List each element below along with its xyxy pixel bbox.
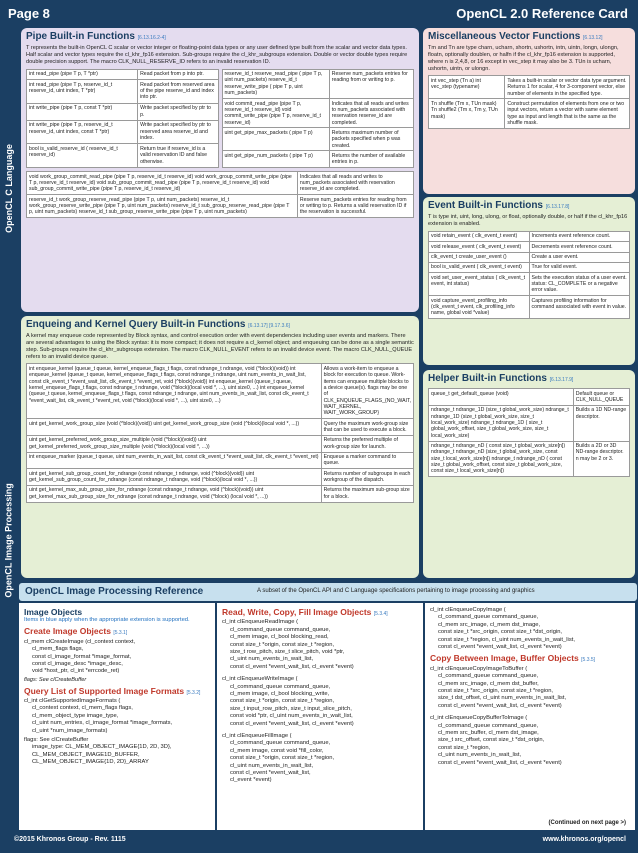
code-line: const size_t *origin, const size_t *region,	[230, 755, 335, 762]
code-line: CL_MEM_OBJECT_IMAGE1D_BUFFER,	[32, 751, 140, 758]
table-row	[429, 231, 630, 241]
helper-section	[423, 370, 635, 578]
function-description: Returns maximum number of packets specified when p was created.	[329, 128, 413, 151]
pipe-table-left	[26, 69, 219, 168]
event-section	[423, 197, 635, 365]
table-row	[27, 435, 414, 452]
function-signature: int enqueue_kernel (queue_t queue, kernel_enqueue_flags_t flags, const ndrange_t ndrange, void (^block)(void)) int enqueue_kernel (queue_t queue, kernel_enqueue_flags_t flags, const ndrange_t ndrange, uint num_events_in_wait_list, const clk_event_t *event_wait_list, clk_event_t *event_ret, void (^block)(void)) int enqueue_kernel (queue_t queue, kernel_enqueue_flags_t flags, const ndrange_t ndrange, void (^block)(local void *, ...), uint size0, ...) int enqueue_kernel (queue_t queue, kernel_enqueue_flags_t flags, const ndrange_t ndrange, uint num_events_in_wait_list, const clk_event_t *event_wait_list, clk_event_t *event_ret, void (^block)(local void *, ...), uint size0, ...)	[27, 364, 322, 419]
code-line: cl_int clGetSupportedImageFormats (	[24, 697, 121, 704]
function-description: Enqueue a marker command to queue.	[321, 452, 413, 469]
code-line: const cl_image_desc *image_desc,	[32, 661, 123, 667]
table-row	[27, 469, 414, 486]
table-row	[429, 389, 630, 406]
function-signature: uint get_pipe_max_packets ( pipe T p)	[222, 128, 329, 151]
pipe-table-wide	[26, 171, 414, 218]
write-image-code	[222, 676, 418, 728]
function-description: True for valid event.	[529, 262, 630, 272]
code-line: size_t dst_offset, cl_uint num_events_in_wait_list,	[438, 695, 567, 702]
card-title: OpenCL 2.0 Reference Card	[456, 6, 628, 21]
code-line: cl_uint num_events_in_wait_list,	[230, 762, 314, 769]
code-line: cl_uint num_events_in_wait_list,	[438, 752, 522, 759]
code-line: cl_uint *num_image_formats)	[32, 727, 108, 734]
code-line: const size_t *region, cl_uint num_events_in_wait_list,	[438, 636, 575, 643]
code-line: cl_mem clCreateImage (cl_context context,	[24, 638, 136, 645]
code-line: cl_command_queue command_queue,	[438, 614, 539, 621]
extension-note: Items in blue apply when the appropriate extension is supported.	[24, 617, 190, 624]
function-signature: uint get_kernel_preferred_work_group_size_multiple (void (^block)(void)) uint get_kernel_preferred_work_group_size_multiple (void (^block)(local void *, ...))	[27, 435, 322, 452]
column-image-objects	[19, 603, 215, 830]
table-row	[27, 80, 219, 104]
code-line: image_type: CL_MEM_OBJECT_IMAGE{1D, 2D, 3D},	[32, 744, 172, 751]
function-signature: queue_t get_default_queue (void)	[429, 389, 574, 406]
code-line: size_t input_row_pitch, size_t input_slice_pitch,	[230, 705, 352, 712]
code-line: size_t row_pitch, size_t slice_pitch, void *ptr,	[230, 648, 345, 655]
query-formats-code	[24, 698, 210, 735]
page-number: Page 8	[8, 6, 50, 21]
pipe-table-right	[222, 69, 415, 168]
table-row	[429, 76, 630, 99]
code-line: cl_int clEnqueueFillImage (	[222, 733, 292, 740]
query-formats-heading: Query List of Supported Image Formats [5.3.2]	[24, 685, 201, 696]
misc-intro: Tm and Tn are type charn, ucharn, shortn, ushortn, intn, uintn, longn, ulongn, floatn, optionally doublen, or halfn if the cl_khr_fp16 extension is supported, where n is 2,4,8, or 16 except in vec_step it may also be 3. TUn is ucharn, ushortn, uintn, or ulongn.	[428, 45, 619, 72]
function-signature: void commit_read_pipe (pipe T p, reserve_id_t reserve_id) void commit_write_pipe (pipe T p, reserve_id_t reserve_id)	[222, 99, 329, 128]
code-line: cl_int clEnqueueCopyImageToBuffer (	[430, 665, 528, 672]
copyright: ©2015 Khronos Group - Rev. 1115	[14, 836, 126, 843]
processing-title: OpenCL Image Processing Reference	[25, 586, 204, 597]
code-line: cl_uint num_entries, cl_image_format *image_formats,	[32, 720, 173, 727]
table-row	[27, 485, 414, 502]
code-line: const size_t *origin, const size_t *region,	[230, 698, 335, 705]
code-line: cl_command_queue command_queue,	[230, 626, 331, 633]
function-signature: ndrange_t ndrange_nD ( const size_t global_work_size[n]) ndrange_t ndrange_nD (size_t global_work_size, const size_t local_work_size[n]) ndrange_t ndrange_nD ( const size_t global_work_offset, const size_t global_work_size, const size_t local_work_size[n])	[429, 441, 574, 477]
table-row	[222, 69, 414, 98]
table-row	[27, 144, 219, 168]
function-signature: int read_pipe (pipe T p, reserve_id_t reserve_id, uint index, T *ptr)	[27, 80, 138, 104]
code-line: const cl_event *event_wait_list, cl_event *event)	[438, 702, 562, 709]
table-row	[429, 252, 630, 262]
pipe-title: Pipe Built-in Functions [6.13.16.2-4]	[26, 31, 166, 42]
code-line: cl_uint num_events_in_wait_list,	[230, 656, 314, 663]
enqueue-table	[26, 363, 414, 502]
image-objects-title: Image Objects	[24, 607, 83, 617]
function-description: Write packet specified by ptr to reserved area reserve_id and index.	[138, 120, 218, 144]
function-signature: uint get_kernel_sub_group_count_for_ndrange (const ndrange_t ndrange, void (^block)(void)) uint get_kernel_sub_group_count_for_ndrange (const ndrange_t ndrange, void (^block)(local void *, ...))	[27, 469, 322, 486]
code-line: cl_int clEnqueueCopyBufferToImage (	[430, 715, 528, 722]
code-line: cl_mem image, cl_bool blocking_read,	[230, 634, 329, 641]
function-description: Sets the execution status of a user event. status: CL_COMPLETE or a negative error value.	[529, 273, 630, 296]
image-processing-band	[19, 583, 637, 601]
function-description: Write packet specified by ptr to p.	[138, 103, 218, 120]
misc-title: Miscellaneous Vector Functions [6.13.12]	[428, 31, 603, 42]
enqueue-title: Enqueing and Kernel Query Built-in Functions [6.13.17] [9.17.3.6]	[26, 319, 290, 330]
enqueue-section	[21, 316, 419, 578]
function-description: Reserve num_packets entries for reading from or writing to p. Returns a valid reservation ID if the reservation is successful.	[297, 195, 413, 218]
read-write-heading: Read, Write, Copy, Fill Image Objects [5.3.4]	[222, 607, 388, 617]
function-signature: reserve_id_t work_group_reserve_read_pipe (pipe T p, uint num_packets) reserve_id_t work_group_reserve_write_pipe (pipe T p, uint num_packets) reserve_id_t sub_group_reserve_read_pipe (pipe T p, uint num_packets) reserve_id_t sub_group_reserve_write_pipe (pipe T p, uint num_packets)	[27, 195, 298, 218]
function-description: Indicates that all reads and writes to num_packets associated with reservation reserve_id are completed.	[297, 172, 413, 195]
table-row	[429, 262, 630, 272]
create-image-heading: Create Image Objects [5.3.1]	[24, 626, 128, 637]
function-signature: int read_pipe (pipe T p, T *ptr)	[27, 69, 138, 80]
read-image-code	[222, 619, 418, 671]
function-description: Returns number of subgroups in each workgroup of the dispatch.	[321, 469, 413, 486]
code-line: flags: See clCreateBuffer	[24, 737, 89, 744]
code-line: void *host_ptr, cl_int *errcode_ret)	[32, 668, 120, 675]
copy-image-to-buffer-code	[430, 666, 630, 710]
code-line: cl_command_queue command_queue,	[438, 673, 539, 680]
code-line: size_t src_offset, const size_t *dst_origin,	[438, 737, 545, 744]
function-signature: bool is_valid_reserve_id ( reserve_id_t reserve_id)	[27, 144, 138, 168]
code-line: const cl_image_format *image_format,	[32, 653, 132, 660]
function-description: Takes a built-in scalar or vector data type argument. Returns 1 for scalar, 4 for 3-component vector, else number of elements in the specified type.	[505, 76, 630, 99]
table-row	[222, 151, 414, 168]
pipe-section	[21, 28, 419, 312]
function-signature: bool is_valid_event ( clk_event_t event)	[429, 262, 530, 272]
processing-subtitle: A subset of the OpenCL API and C Language specifications pertaining to image processing and graphics	[257, 588, 535, 594]
code-line: const cl_event *event_wait_list,	[230, 770, 311, 777]
table-row	[429, 405, 630, 441]
function-description: Read packet from reserved area of the pipe reserve_id and index into ptr.	[138, 80, 218, 104]
function-description: Allows a work-item to enqueue a block for execution to queue. Work-items can enqueue multiple blocks to a device queue(s). flags may be one of CLK_ENQUEUE_FLAGS_{NO_WAIT, WAIT_KERNEL, WAIT_WORK_GROUP}	[321, 364, 413, 419]
function-description: Construct permutation of elements from one or two input vectors, return a vector with same element type as input and length that is the same as the shuffle mask.	[505, 99, 630, 128]
function-signature: int write_pipe (pipe T p, reserve_id_t reserve_id, uint index, const T *ptr)	[27, 120, 138, 144]
code-line: cl_mem_object_type image_type,	[32, 712, 119, 719]
code-line: const size_t *src_origin, const size_t *dst_origin,	[438, 629, 563, 636]
function-signature: uint get_kernel_work_group_size (void (^block)(void)) uint get_kernel_work_group_size (void (^block)(local void *, ...))	[27, 419, 322, 436]
code-line: cl_int clEnqueueCopyImage (	[430, 607, 506, 613]
top-bar	[0, 0, 638, 26]
copy-between-heading: Copy Between Image, Buffer Objects [5.3.5]	[430, 653, 596, 664]
code-line: cl_context context, cl_mem_flags flags,	[32, 705, 133, 712]
table-row	[27, 103, 219, 120]
function-description: Returns the maximum sub-group size for a block.	[321, 485, 413, 502]
enqueue-intro: A kernel may enqueue code represented by Block syntax, and control execution order with event dependencies including user events and markers. There are several advantages to using the Block syntax: it is more compact; it does not require a cl_kernel object; and enqueuing can be done as a single semantic step. Sub-groups require the cl_khr_subgroups extension. The macro CLK_NULL_EVENT refers to an invalid device event. The macro CLK_NULL_QUEUE refers to an invalid device queue.	[26, 333, 414, 360]
copy-image-code	[430, 607, 630, 651]
table-row	[222, 99, 414, 128]
function-signature: void set_user_event_status ( clk_event_t event, int status)	[429, 273, 530, 296]
function-description: Captures profiling information for command associated with event in value.	[529, 296, 630, 319]
function-signature: void capture_event_profiling_info (clk_event_t event, clk_profiling_info name, global void *value)	[429, 296, 530, 319]
function-signature: int vec_step (Tn a) int vec_step (typename)	[429, 76, 505, 99]
side-label-language: OpenCL C Language	[4, 143, 15, 233]
table-row	[27, 452, 414, 469]
event-title: Event Built-in Functions [6.13.17.8]	[428, 200, 570, 211]
function-description: Returns the preferred multiple of work-group size for launch.	[321, 435, 413, 452]
function-description: Returns the number of available entries in p.	[329, 151, 413, 168]
fill-image-code	[222, 733, 418, 785]
function-signature: reserve_id_t reserve_read_pipe ( pipe T p, uint num_packets) reserve_id_t reserve_write_pipe ( pipe T p, uint num_packets)	[222, 69, 329, 98]
function-description: Create a user event.	[529, 252, 630, 262]
function-signature: void work_group_commit_read_pipe (pipe T p, reserve_id_t reserve_id) void work_group_commit_write_pipe (pipe T p, reserve_id_t reserve_id) void sub_group_commit_read_pipe (pipe T p, reserve_id_t reserve_id) void sub_group_commit_write_pipe (pipe T p, reserve_id_t reserve_id)	[27, 172, 298, 195]
code-line: const cl_event *event_wait_list, cl_event *event)	[230, 663, 354, 670]
function-description: Reserve num_packets entries for reading from or writing to p.	[329, 69, 413, 98]
table-row	[27, 364, 414, 419]
table-row	[222, 128, 414, 151]
event-intro: T is type int, uint, long, ulong, or float, optionally double, or half if the cl_khr_fp16 extension is enabled.	[428, 214, 628, 227]
code-line: CL_MEM_OBJECT_IMAGE{1D, 2D}_ARRAY	[32, 759, 149, 766]
code-line: cl_mem image, const void *fill_color,	[230, 747, 324, 754]
function-description: Indicates that all reads and writes to num_packets associated with reservation reserve_id are completed.	[329, 99, 413, 128]
function-description: Query the maximum work-group size that can be used to execute a block.	[321, 419, 413, 436]
function-signature: ndrange_t ndrange_1D (size_t global_work_size) ndrange_t ndrange_1D (size_t global_work_size, size_t local_work_size) ndrange_t ndrange_1D ( size_t global_work_offset, size_t global_work_size, size_t local_work_size)	[429, 405, 574, 441]
table-row	[429, 99, 630, 128]
helper-title: Helper Built-in Functions [6.13.17.9]	[428, 373, 574, 384]
code-line: const size_t *src_origin, const size_t *region,	[438, 688, 554, 695]
misc-table	[428, 75, 630, 128]
table-row	[429, 441, 630, 477]
code-line: cl_mem_flags flags,	[32, 646, 84, 653]
code-line: cl_mem src_buffer, cl_mem dst_image,	[438, 730, 539, 737]
table-row	[429, 273, 630, 296]
table-row	[429, 242, 630, 252]
code-line: cl_int clEnqueueWriteImage (	[222, 676, 298, 683]
function-description: Default queue or CLK_NULL_QUEUE	[573, 389, 629, 406]
helper-table	[428, 388, 630, 477]
code-line: cl_event *event)	[230, 777, 272, 784]
code-line: cl_mem image, cl_bool blocking_write,	[230, 691, 330, 698]
code-line: cl_int clEnqueueReadImage (	[222, 619, 299, 626]
column-read-write	[217, 603, 423, 830]
code-line: const cl_event *event_wait_list, cl_event *event)	[438, 644, 562, 651]
function-description: Decrements event reference count.	[529, 242, 630, 252]
code-line: cl_command_queue command_queue,	[438, 722, 539, 729]
continued-note: (Continued on next page >)	[548, 819, 626, 826]
create-image-flags: flags: See clCreateBuffer	[24, 676, 87, 683]
function-description: Read packet from p into ptr.	[138, 69, 218, 80]
function-signature: uint get_pipe_num_packets ( pipe T p)	[222, 151, 329, 168]
code-line: const size_t *origin, const size_t *region,	[230, 641, 335, 648]
table-row	[27, 419, 414, 436]
function-signature: void release_event ( clk_event_t event)	[429, 242, 530, 252]
column-copy	[425, 603, 635, 830]
pipe-intro: T represents the built-in OpenCL C scalar or vector integer or floating-point data types or any user defined type built from the scalar and vector data types. Half scalar and vector types require the cl_khr_fp16 extension. Sub-groups require the cl_khr_subgroups extension. Double or vector double types require double precision support. The macro CLK_NULL_RESERVE_ID refers to an invalid reservation ID.	[26, 45, 408, 65]
table-row	[27, 69, 219, 80]
function-description: Builds a 2D or 3D ND-range descriptor. n may be 2 or 3.	[573, 441, 629, 477]
bottom-bar	[0, 831, 638, 853]
code-line: const size_t *region,	[438, 744, 491, 751]
code-line: cl_command_queue command_queue,	[230, 740, 331, 747]
copy-buffer-to-image-code	[430, 715, 630, 767]
function-signature: Tn shuffle (Tm x, TUn mask) Tn shuffle2 (Tm x, Tm y, TUn mask)	[429, 99, 505, 128]
code-line: const void *ptr, cl_uint num_events_in_wait_list,	[230, 713, 353, 720]
code-line: cl_mem src_image, cl_mem dst_buffer,	[438, 680, 539, 687]
table-row	[27, 120, 219, 144]
table-row	[27, 195, 414, 218]
query-formats-notes	[24, 737, 210, 767]
function-signature: void retain_event ( clk_event_t event)	[429, 231, 530, 241]
misc-vector-section	[423, 28, 635, 194]
code-line: const cl_event *event_wait_list, cl_event *event)	[438, 759, 562, 766]
event-table	[428, 231, 630, 319]
function-signature: uint get_kernel_max_sub_group_size_for_ndrange (const ndrange_t ndrange, void (^block)(void)) uint get_kernel_max_sub_group_size_for_ndrange (const ndrange_t ndrange, void (^block) (local void *, ...))	[27, 485, 322, 502]
function-description: Return true if reserve_id is a valid reservation ID and false otherwise.	[138, 144, 218, 168]
code-line: cl_command_queue command_queue,	[230, 683, 331, 690]
function-signature: clk_event_t create_user_event ()	[429, 252, 530, 262]
create-image-code	[24, 639, 210, 676]
function-description: Increments event reference count.	[529, 231, 630, 241]
function-signature: int write_pipe (pipe T p, const T *ptr)	[27, 103, 138, 120]
code-line: cl_mem src_image, cl_mem dst_image,	[438, 621, 541, 628]
table-row	[429, 296, 630, 319]
function-description: Builds a 1D ND-range descriptor.	[573, 405, 629, 441]
code-line: const cl_event *event_wait_list, cl_event *event)	[230, 720, 354, 727]
side-label-processing: OpenCL Image Processing	[4, 482, 15, 598]
function-signature: int enqueue_marker (queue_t queue, uint num_events_in_wait_list, const clk_event_t *event_wait_list, clk_event_t *event_ret)	[27, 452, 322, 469]
table-row	[27, 172, 414, 195]
website-url: www.khronos.org/opencl	[542, 836, 626, 843]
